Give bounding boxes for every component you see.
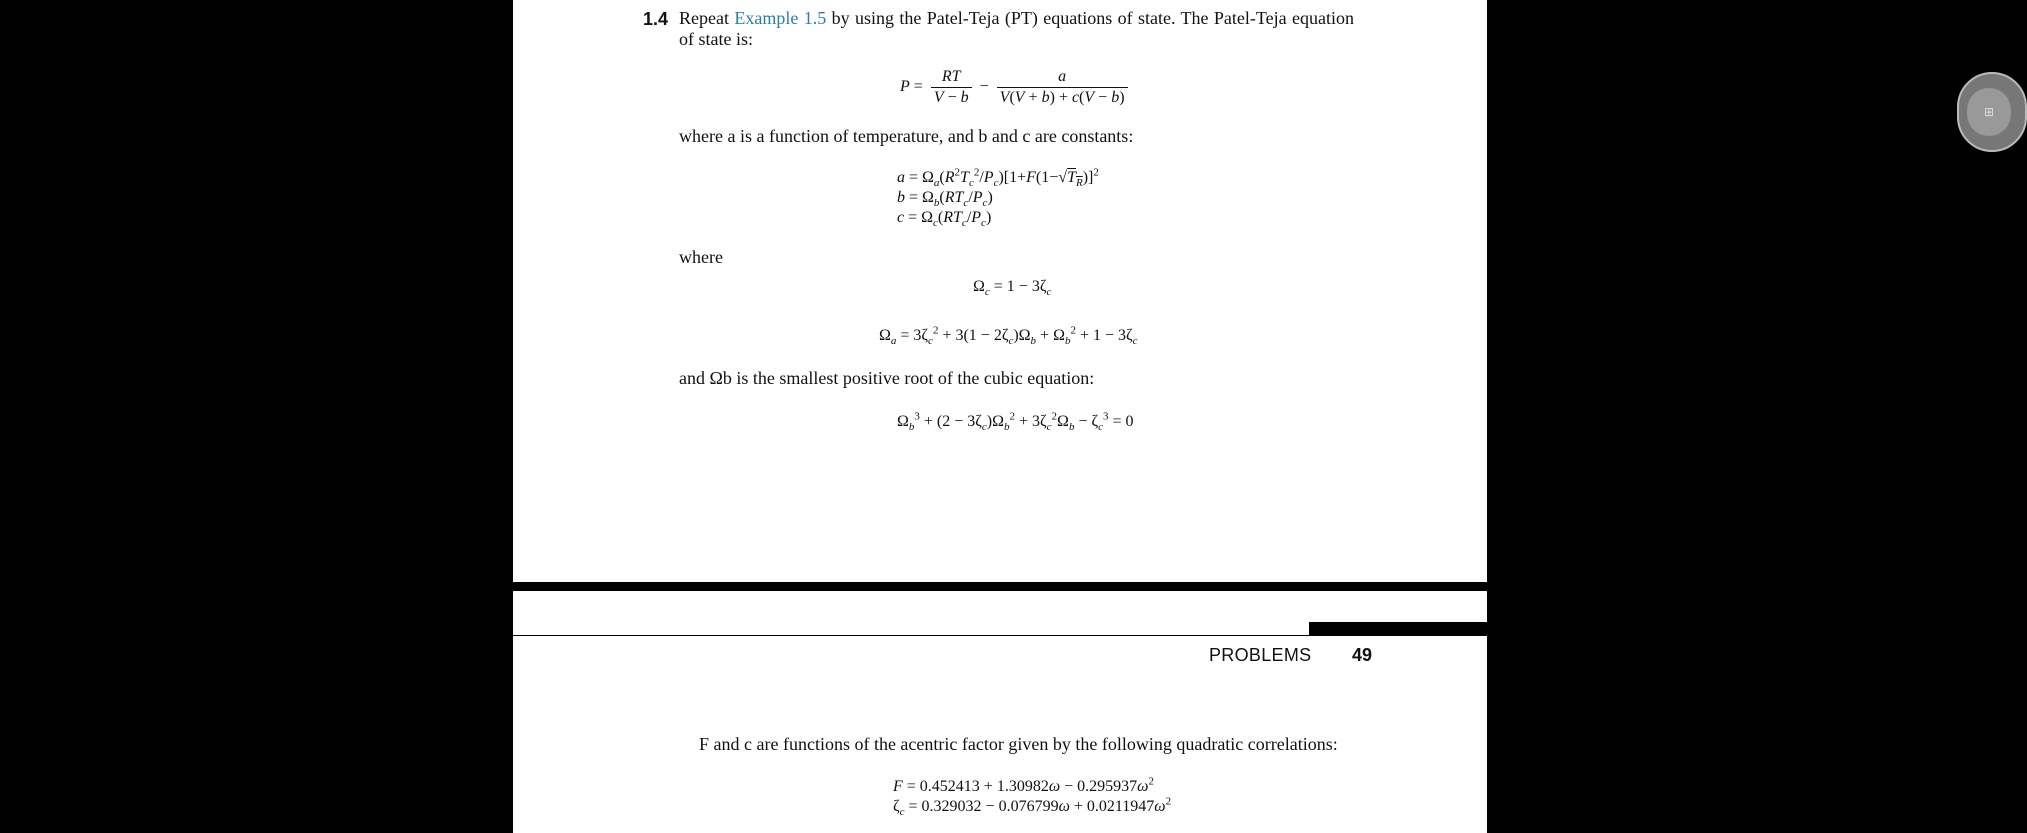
page-top bbox=[513, 0, 1487, 582]
page-number: 49 bbox=[1352, 645, 1373, 665]
parameter-equations: $a = \Omega_a(R^2T_c^2/P_c)[1+F(1-√T_R)]^2$ $b = \Omega_b(RT_c/P_c)$ $c = \Omega_c(RT_c/P_c)$ bbox=[897, 166, 1099, 230]
correlation-equations: $F = 0.452413 + 1.30982\omega - 0.295937\omega^2$ $\zeta_c = 0.329032 - 0.076799\omega + 0.0211947\omega^2$ bbox=[893, 775, 1172, 819]
correlation-text: F and c are functions of the acentric factor given by the following quadratic correlations: bbox=[699, 734, 1338, 754]
floating-widget-button[interactable] bbox=[1957, 72, 2027, 152]
running-head: PROBLEMS bbox=[1209, 645, 1312, 665]
header-rule bbox=[513, 635, 1487, 636]
where-text: where bbox=[679, 247, 723, 267]
omega-b-text: and Ωb is the smallest positive root of the cubic equation: bbox=[679, 368, 1095, 388]
example-link[interactable]: Example 1.5 bbox=[734, 8, 827, 28]
pt-equation: P = $\frac{RT}{V - b}$ − $\frac{a}{V(V + b) + c(V - b)}$ bbox=[900, 68, 1132, 107]
cubic-equation: $\Omega_b^3 + (2 - 3\zeta_c)\Omega_b^2 + 3\zeta_c^2\Omega_b - \zeta_c^3 = 0$ bbox=[897, 410, 1134, 434]
widget-icon: ⊞ bbox=[1967, 88, 2011, 136]
header-bar bbox=[1309, 622, 1487, 636]
problem-number: 1.4 bbox=[643, 9, 669, 29]
where-params-text: where a is a function of temperature, and b and c are constants: bbox=[679, 126, 1134, 146]
omega-a-equation: $\Omega_a = 3\zeta_c^2 + 3(1 - 2\zeta_c)\Omega_b + \Omega_b^2 + 1 - 3\zeta_c$ bbox=[879, 324, 1138, 348]
page-bottom bbox=[513, 591, 1487, 833]
omega-c-equation: $\Omega_c = 1 - 3\zeta_c$ bbox=[973, 278, 1052, 299]
problem-intro: Repeat Example 1.5 by using the Patel-Teja (PT) equations of state. The Patel-Teja equation of state is: bbox=[679, 8, 1354, 49]
